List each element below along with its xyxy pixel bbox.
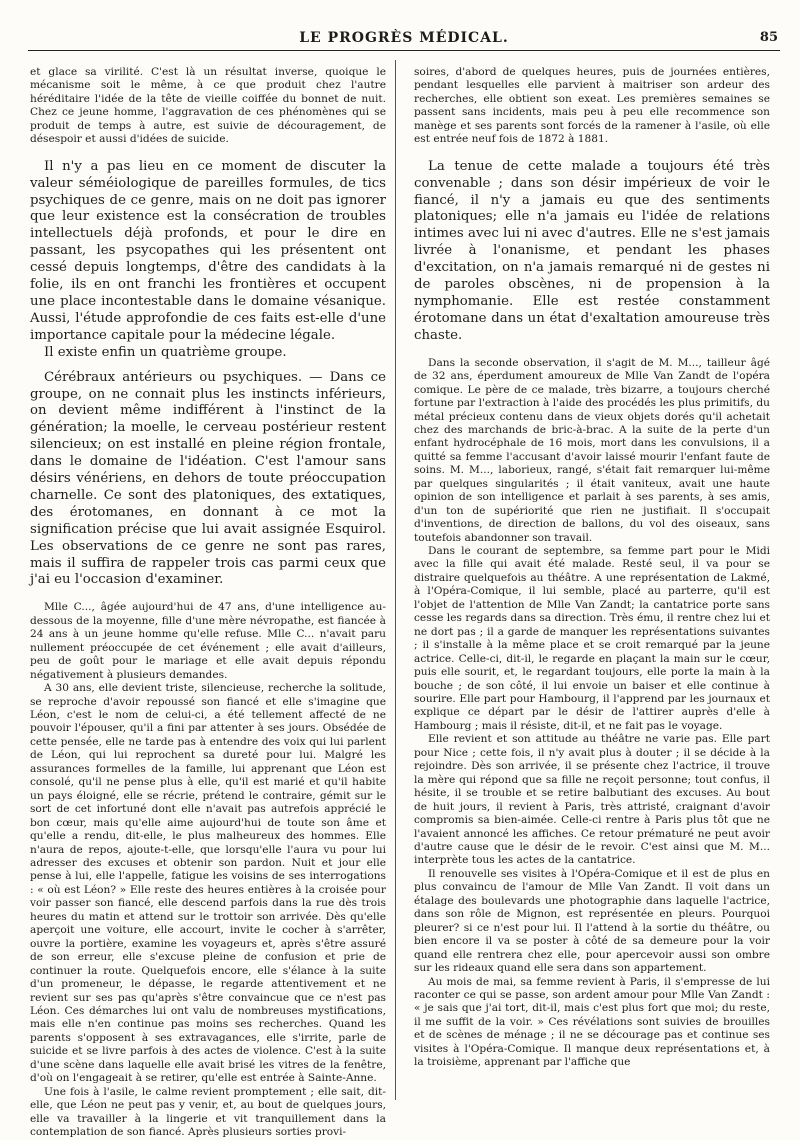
paragraph: Au mois de mai, sa femme revient à Paris, il s'empresse de lui raconter ce qui se passe, son ardent amour pour Mlle Van Zandt : « je sais que j'ai tort, dit-il, mais c'est plus fort que moi; du reste, il me suffit de la voir. » Ces révélations sont suivies de brouilles et de scènes de ménage ; il ne se décourage pas et continue ses visites à l'Opéra-Comique. Il manque deux représentations et, à la troisième, apprenant par l'affiche que [414, 975, 770, 1069]
right-column [414, 66, 770, 1070]
paragraph: A 30 ans, elle devient triste, silencieuse, recherche la solitude, se reproche d'avoir repoussé son fiancé et elle s'imagine que Léon, c'est le nom de celui-ci, a été tellement affecté de ne pouvoir l'épouser, qu'il a fini par attenter à ses jours. Obsédée de cette pensée, elle ne tarde pas à entendre des voix qui lui parlent de Léon, qui lui reprochent sa dureté pour lui. Malgré les assurances formelles de la famille, lui apprenant que Léon est consolé, qu'il ne pense plus à elle, qu'il est marié et qu'il habite un pays éloigné, elle se récrie, prétend le contraire, gémit sur le sort de cet infortuné dont elle n'avait pas autrefois apprécié le bon cœur, mais qu'elle aime aujourd'hui de toute son âme et qu'elle a rendu, dit-elle, le plus malheureux des hommes. Elle n'aura de repos, ajoute-t-elle, que lorsqu'elle l'aura vu pour lui adresser des excuses et obtenir son pardon. Nuit et jour elle pense à lui, elle l'appelle, fatigue les voisins de ses interrogations : « où est Léon? » Elle reste des heures entières à la croisée pour voir passer son fiancé, elle descend parfois dans la rue dès trois heures du matin et attend sur le trottoir son arrivée. Dès qu'elle aperçoit une voiture, elle accourt, invite le cocher à s'arrêter, ouvre la portière, examine les voyageurs et, après s'être assuré de son erreur, elle s'excuse pleine de confusion et prie de continuer la route. Quelquefois encore, elle s'élance à la suite d'un promeneur, le dépasse, le regarde attentivement et ne revient sur ses pas qu'après s'être convaincue que ce n'est pas Léon. Ces démarches lui ont valu de nombreuses mystifications, mais elle n'en continue pas moins ses recherches. Quand les parents s'opposent à ses extravagances, elle s'irrite, parle de suicide et se livre parfois à des actes de violence. C'est à la suite d'une scène dans laquelle elle avait brisé les vitres de la fenêtre, d'où on l'engageait à se retirer, qu'elle est entrée à Sainte-Anne. [30, 682, 386, 1085]
paragraph: Dans le courant de septembre, sa femme part pour le Midi avec la fille qui avait été malade. Resté seul, il va pour se distraire quelquefois au théâtre. A une représentation de Lakmé, à l'Opéra-Comique, il lui semble, placé au parterre, qu'il est l'objet de l'attention de Mlle Van Zandt; la cantatrice porte sans cesse les regards dans sa direction. Très ému, il rentre chez lui et ne dort pas ; il a garde de manquer les représentations suivantes ; il s'installe à la même place et se croit remarqué par la jeune actrice. Celle-ci, dit-il, le regarde en plaçant la main sur le cœur, puis elle sourit, et, le regardant toujours, elle porte la main à la bouche ; de son côté, il lui envoie un baiser et elle continue à sourire. Elle part pour Hambourg, il l'apprend par les journaux et explique ce départ par le désir de l'attirer auprès d'elle à Hambourg ; mais il résiste, dit-il, et ne fait pas le voyage. [414, 545, 770, 732]
paragraph: Il n'y a pas lieu en ce moment de discuter la valeur séméiologique de pareilles formules, de tics psychiques de ce genre, mais on ne doit pas ignorer que leur existence est la consécration de troubles intellectuels déjà profonds, et pour le dire en passant, les psycopathes qui les présentent ont cessé depuis longtemps, d'être des candidats à la folie, ils en ont franchi les frontières et occupent une place incontestable dans le domaine vésanique. Aussi, l'étude approfondie de ces faits est-elle d'une importance capitale pour la médecine légale. [30, 158, 386, 343]
paragraph: La tenue de cette malade a toujours été très convenable ; dans son désir impérieux de voir le fiancé, il n'y a jamais eu que des sentiments platoniques; elle n'a jamais eu l'idée de relations intimes avec lui ni avec d'autres. Elle ne s'est jamais livrée à l'onanisme, et pendant les phases d'excitation, on n'a jamais remarqué ni de gestes ni de paroles obscènes, ni de propension à la nymphomanie. Elle est restée constamment érotomane dans un état d'exaltation amoureuse très chaste. [414, 158, 770, 343]
column-divider [395, 60, 396, 1100]
paragraph: Il existe enfin un quatrième groupe. [44, 344, 287, 360]
paragraph: et glace sa virilité. C'est là un résultat inverse, quoique le mécanisme soit le même, à ce que produit chez l'autre héréditaire l'idée de la tête de vieille coiffée du bonnet de nuit. Chez ce jeune homme, l'aggravation de ces phénomènes qui se produit de temps à autre, est suivie de découragement, de désespoir et aussi d'idées de suicide. [30, 66, 386, 146]
paragraph: Il renouvelle ses visites à l'Opéra-Comique et il est de plus en plus convaincu de l'amour de Mlle Van Zandt. Il voit dans un étalage des boulevards une photographie dans laquelle l'actrice, dans son rôle de Mignon, est représentée en pleurs. Pourquoi pleurer? si ce n'est pour lui. Il l'attend à la sortie du théâtre, ou bien encore il va se poster à côté de sa demeure pour la voir quand elle rentrera chez elle, pour apercevoir aussi son ombre sur les rideaux quand elle sera dans son appartement. [414, 867, 770, 975]
running-header [28, 28, 780, 51]
section-paragraph: Cérébraux antérieurs ou psychiques. — Dans ce groupe, on ne connait plus les instincts inférieurs, on devient même indifférent à l'instinct de la génération; la moelle, le cerveau postérieur restent silencieux; on est installé en pleine région frontale, dans le domaine de l'idéation. C'est l'amour sans désirs vénériens, en dehors de toute préoccupation charnelle. Ce sont des platoniques, des extatiques, des érotomanes, en donnant à ce mot la signification précise que lui avait assignée Esquirol. Les observations de ce genre ne sont pas rares, mais il suffira de rappeler trois cas parmi ceux que j'ai eu l'occasion d'examiner. [30, 369, 386, 588]
paragraph: Mlle C..., âgée aujourd'hui de 47 ans, d'une intelligence au-dessous de la moyenne, fille d'une mère névropathe, est fiancée à 24 ans à un jeune homme qu'elle refuse. Mlle C... n'avait paru nullement préoccupée de cet événement ; elle avait d'ailleurs, peu de goût pour le mariage et elle avait depuis répondu négativement à plusieurs demandes. [30, 601, 386, 681]
page-number: 85 [759, 30, 778, 45]
paragraph: Elle revient et son attitude au théâtre ne varie pas. Elle part pour Nice ; cette fois, il n'y avait plus à douter ; il se décide à la rejoindre. Dès son arrivée, il se présente chez l'actrice, il trouve la mère qui répond que sa fille ne reçoit personne; tout confus, il hésite, il se trouble et se retire balbutiant des excuses. Au bout de huit jours, il revient à Paris, très attristé, craignant d'avoir compromis sa bien-aimée. Celle-ci rentre à Paris plus tôt que ne l'avaient annoncé les affiches. Ce retour prématuré ne peut avoir d'autre cause que le désir de le revoir. C'est ainsi que M. M... interprète tous les actes de la cantatrice. [414, 733, 770, 867]
left-column [30, 66, 386, 1140]
paragraph: Dans la seconde observation, il s'agit de M. M..., tailleur âgé de 32 ans, éperdument amoureux de Mlle Van Zandt de l'opéra comique. Le père de ce malade, très bizarre, a toujours cherché fortune par l'extraction à l'aide des procédés les plus primitifs, du métal précieux contenu dans de vieux objets dorés qu'il achetait chez des marchands de bric-à-brac. A la suite de la perte d'un enfant hydrocéphale de 16 mois, mort dans les convulsions, il a quitté sa femme l'accusant d'avoir laissé mourir l'enfant faute de soins. M. M..., laborieux, rangé, s'était fait remarquer lui-même par quelques singularités ; il était vaniteux, avait une haute opinion de son intelligence et parlait à ses parents, à ses amis, d'un ton de supériorité que rien ne justifiait. Il s'occupait d'inventions, de direction de ballons, du vol des oiseaux, sans toutefois abandonner son travail. [414, 356, 770, 544]
paragraph: Une fois à l'asile, le calme revient promptement ; elle sait, dit-elle, que Léon ne peut pas y venir, et, au bout de quelques jours, elle va travailler à la lingerie et vit tranquillement dans la contemplation de son fiancé. Après plusieurs sorties provi- [30, 1085, 386, 1139]
paragraph: soires, d'abord de quelques heures, puis de journées entières, pendant lesquelles elle parvient à maitriser son ardeur des recherches, elle obtient son exeat. Les premières semaines se passent sans incidents, mais peu à peu elle recommence son manège et ses parents sont forcés de la ramener à l'asile, où elle est entrée neuf fois de 1872 à 1881. [414, 66, 770, 146]
journal-title: LE PROGRÈS MÉDICAL. [299, 30, 509, 46]
